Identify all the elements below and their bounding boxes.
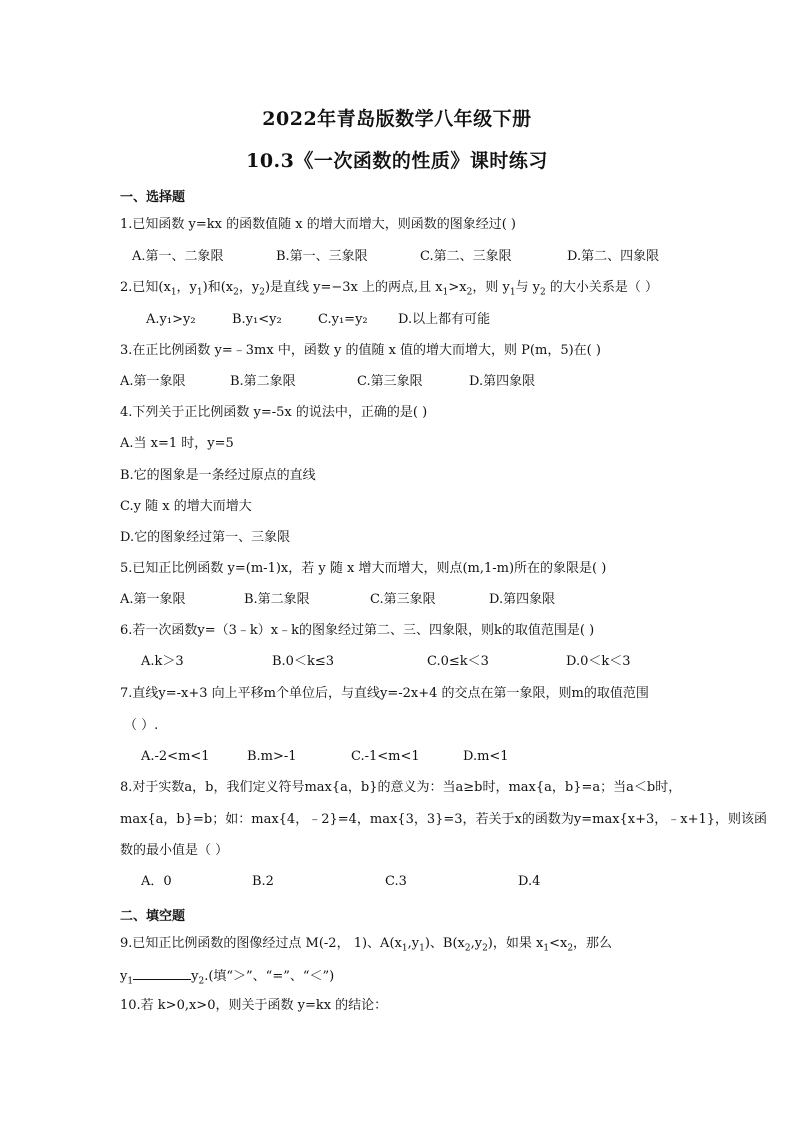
option-b: B.0＜k≤3 xyxy=(272,654,334,669)
option-d: D.以上都有可能 xyxy=(398,312,491,327)
section-heading-multiple-choice: 一、选择题 xyxy=(120,190,186,205)
question-6-stem: 6.若一次函数y=（3﹣k）x﹣k的图象经过第二、三、四象限，则k的取值范围是( ) xyxy=(120,623,595,638)
option-d: D.m<1 xyxy=(463,749,509,764)
question-3-stem: 3.在正比例函数 y=﹣3mx 中，函数 y 的值随 x 值的增大而增大，则 P(m，5)在( ) xyxy=(120,343,601,358)
question-4-option-b: B.它的图象是一条经过原点的直线 xyxy=(120,468,316,483)
question-7-stem: 7.直线y=-x+3 向上平移m个单位后，与直线y=-2x+4 的交点在第一象限，则m的取值范围 xyxy=(120,686,649,701)
question-7-answer-paren: （ ）. xyxy=(124,718,159,733)
question-4-stem: 4.下列关于正比例函数 y=-5x 的说法中，正确的是( ) xyxy=(120,405,428,420)
document-subtitle: 10.3《一次函数的性质》课时练习 xyxy=(246,150,548,172)
section-heading-fill-in: 二、填空题 xyxy=(120,909,186,924)
option-d: D.第二、四象限 xyxy=(567,249,660,264)
option-d: D.4 xyxy=(518,874,541,889)
option-a: A.y₁>y₂ xyxy=(146,312,196,327)
option-b: B.第一、三象限 xyxy=(276,249,368,264)
question-4-option-a: A.当 x=1 时，y=5 xyxy=(120,436,234,451)
option-b: B.y₁<y₂ xyxy=(232,312,282,327)
option-c: C.0≤k＜3 xyxy=(427,654,489,669)
question-8-line-2: max{a，b}=b；如：max{4，﹣2}=4，max{3，3}=3，若关于x的函数为y=max{x+3，﹣x+1}，则该函 xyxy=(120,812,768,827)
document-title: 2022年青岛版数学八年级下册 xyxy=(262,108,532,130)
question-8-line-1: 8.对于实数a，b，我们定义符号max{a，b}的意义为：当a≥b时，max{a，b}=a；当a＜b时， xyxy=(120,780,682,795)
option-b: B.2 xyxy=(252,874,274,889)
option-b: B.m>-1 xyxy=(247,749,297,764)
option-c: C.第三象限 xyxy=(357,374,423,389)
option-c: C.-1<m<1 xyxy=(351,749,420,764)
option-a: A．0 xyxy=(141,874,172,889)
question-10-stem: 10.若 k>0,x>0，则关于函数 y=kx 的结论： xyxy=(120,998,388,1013)
question-8-line-3: 数的最小值是（ ） xyxy=(120,843,229,858)
option-a: A.k＞3 xyxy=(141,654,184,669)
question-2-stem: 2.已知($x_1$，$y_1$)和($x_2$，$y_2$)是直线 y=−3x 上的两点,且 $x_1>x_2$，则 $y_1$与 $y_2$ 的大小关系是（ ） xyxy=(120,280,659,298)
option-c: C.第三象限 xyxy=(370,592,436,607)
question-1-stem: 1.已知函数 y=kx 的函数值随 x 的增大而增大，则函数的图象经过( ) xyxy=(120,217,516,232)
question-9-line-1: 9.已知正比例函数的图像经过点 M(-2， 1)、$A(x_1,y_1)$、$B(x_2,y_2)$，如果 $x_1<x_2$，那么 xyxy=(120,936,613,954)
option-a: A.第一象限 xyxy=(120,374,186,389)
option-c: C.3 xyxy=(385,874,407,889)
answer-blank[interactable] xyxy=(133,967,191,980)
option-d: D.第四象限 xyxy=(489,592,556,607)
option-b: B.第二象限 xyxy=(230,374,296,389)
option-d: D.第四象限 xyxy=(469,374,536,389)
question-9-line-2: $y_1$ $y_2$.(填“＞”、“=”、“＜”) xyxy=(120,969,335,987)
option-c: C.y₁=y₂ xyxy=(318,312,368,327)
option-a: A.-2<m<1 xyxy=(141,749,210,764)
question-5-stem: 5.已知正比例函数 y=(m-1)x，若 y 随 x 增大而增大，则点(m,1-m)所在的象限是( ) xyxy=(120,561,607,576)
question-4-option-c: C.y 随 x 的增大而增大 xyxy=(120,499,252,514)
option-a: A.第一象限 xyxy=(120,592,186,607)
option-a: A.第一、二象限 xyxy=(132,249,224,264)
option-b: B.第二象限 xyxy=(244,592,310,607)
option-d: D.0＜k＜3 xyxy=(566,654,631,669)
option-c: C.第二、三象限 xyxy=(420,249,512,264)
question-4-option-d: D.它的图象经过第一、三象限 xyxy=(120,530,291,545)
